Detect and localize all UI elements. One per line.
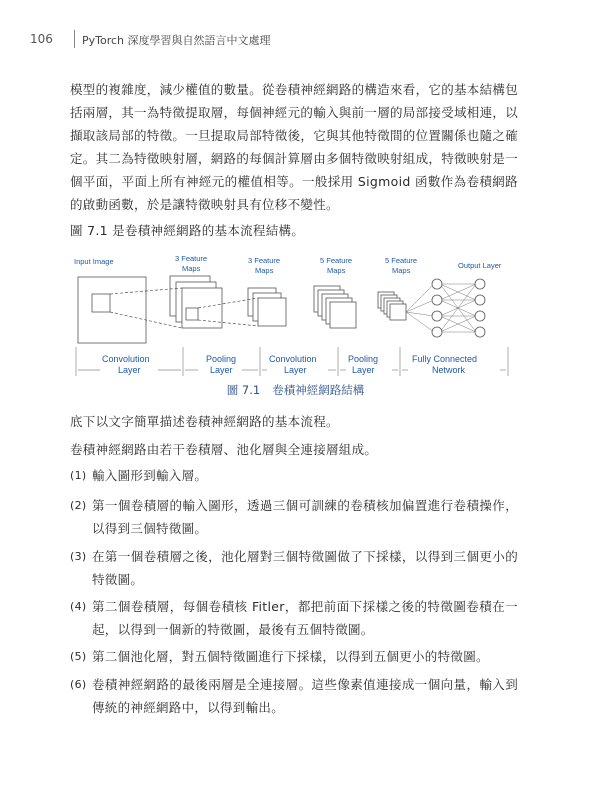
label-feature-maps-2b: Maps [255, 266, 274, 275]
list-item [70, 494, 518, 540]
hidden-neuron-3 [432, 311, 442, 321]
list-marker: (5) [70, 650, 87, 663]
list-item-text: 第二個池化層，對五個特徵圖進行下採樣，以得到五個更小的特徵圖。 [92, 649, 489, 664]
page-number: 106 [30, 32, 53, 46]
hidden-neuron-1 [432, 279, 442, 289]
pooling-window [186, 308, 198, 320]
list-item [70, 673, 518, 719]
output-neuron-3 [475, 311, 485, 321]
list-item-text: 第一個卷積層的輸入圖形，透過三個可訓練的卷積核加偏置進行卷積操作，以得到三個特徵圖。 [92, 498, 518, 536]
list-item [70, 545, 518, 591]
body-paragraph-4: 卷積神經網路由若干卷積層、池化層與全連接層組成。 [70, 442, 378, 457]
label-convolution-layer-1b: Layer [118, 365, 141, 375]
list-item-text: 輸入圖形到輸入層。 [92, 468, 208, 483]
label-output-layer: Output Layer [458, 261, 502, 270]
hidden-neuron-2 [432, 295, 442, 305]
cnn-diagram [70, 252, 520, 382]
body-paragraph-3: 底下以文字簡單描述卷積神經網路的基本流程。 [70, 414, 339, 429]
receptive-field-box [92, 294, 110, 312]
figure-caption-text: 卷積神經網路結構 [272, 383, 365, 397]
label-feature-maps-1a: 3 Feature [175, 254, 208, 263]
list-item-text: 在第一個卷積層之後，池化層對三個特徵圖做了下採樣，以得到三個更小的特徵圖。 [92, 549, 518, 587]
body-paragraph-1: 模型的複雜度，減少權值的數量。從卷積神經網路的構造來看，它的基本結構包括兩層，其一為特徵提取層，每個神經元的輸入與前一層的局部接受域相連，以擷取該局部的特徵。一旦提取局部特徵後，它與其他特徵間的位置關係也隨之確定。其二為特徵映射層，網路的每個計算層由多個特徵映射組成，特徵映射是一個平面，平面上所有神經元的權值相等。一般採用 Sigmoid 函數作為卷積網路的啟動函數，於是讓特徵映射具有位移不變性。 [70, 82, 519, 212]
list-item [70, 464, 518, 487]
output-neuron-1 [475, 279, 485, 289]
label-feature-maps-2a: 3 Feature [248, 256, 281, 265]
list-item-text: 第二個卷積層，每個卷積核 Fitler，都把前面下採樣之後的特徵圖卷積在一起，以得到一個新的特徵圖，最後有五個特徵圖。 [92, 599, 518, 637]
cnn-structure-figure [70, 252, 520, 382]
list-item [70, 595, 518, 641]
label-fully-connected-b: Network [432, 365, 466, 375]
label-pooling-layer-2a: Pooling [348, 354, 379, 364]
label-convolution-layer-1a: Convolution [102, 354, 150, 364]
running-header [30, 26, 570, 56]
label-feature-maps-4b: Maps [392, 266, 411, 275]
feature-map-2-front [258, 298, 286, 326]
label-feature-maps-4a: 5 Feature [385, 256, 418, 265]
hidden-neuron-4 [432, 327, 442, 337]
figure-intro-paragraph: 圖 7.1 是卷積神經網路的基本流程結構。 [70, 223, 305, 238]
output-neuron-4 [475, 327, 485, 337]
label-fully-connected-a: Fully Connected [412, 354, 478, 364]
label-pooling-layer-2b: Layer [352, 365, 375, 375]
label-pooling-layer-1b: Layer [210, 365, 233, 375]
output-neuron-2 [475, 295, 485, 305]
book-title: PyTorch 深度學習與自然語言中文處理 [82, 34, 271, 47]
list-marker: (4) [70, 600, 87, 613]
label-feature-maps-1b: Maps [182, 264, 201, 273]
label-convolution-layer-2b: Layer [284, 365, 307, 375]
label-pooling-layer-1a: Pooling [206, 354, 237, 364]
feature-map-3-e [330, 302, 356, 328]
label-feature-maps-3a: 5 Feature [320, 256, 353, 265]
input-image-box [78, 277, 146, 343]
list-marker: (2) [70, 499, 87, 512]
label-input-image: Input Image [74, 257, 114, 266]
list-item [70, 645, 518, 668]
figure-caption [0, 382, 591, 398]
list-marker: (3) [70, 550, 87, 563]
list-marker: (1) [70, 469, 87, 482]
label-feature-maps-3b: Maps [327, 266, 346, 275]
figure-number: 圖 7.1 [226, 383, 261, 397]
list-marker: (6) [70, 678, 87, 691]
label-convolution-layer-2a: Convolution [269, 354, 317, 364]
header-divider [74, 30, 75, 48]
list-item-text: 卷積神經網路的最後兩層是全連接層。這些像素值連接成一個向量，輸入到傳統的神經網路中，以得到輸出。 [92, 677, 518, 715]
feature-map-4-e [390, 304, 406, 320]
